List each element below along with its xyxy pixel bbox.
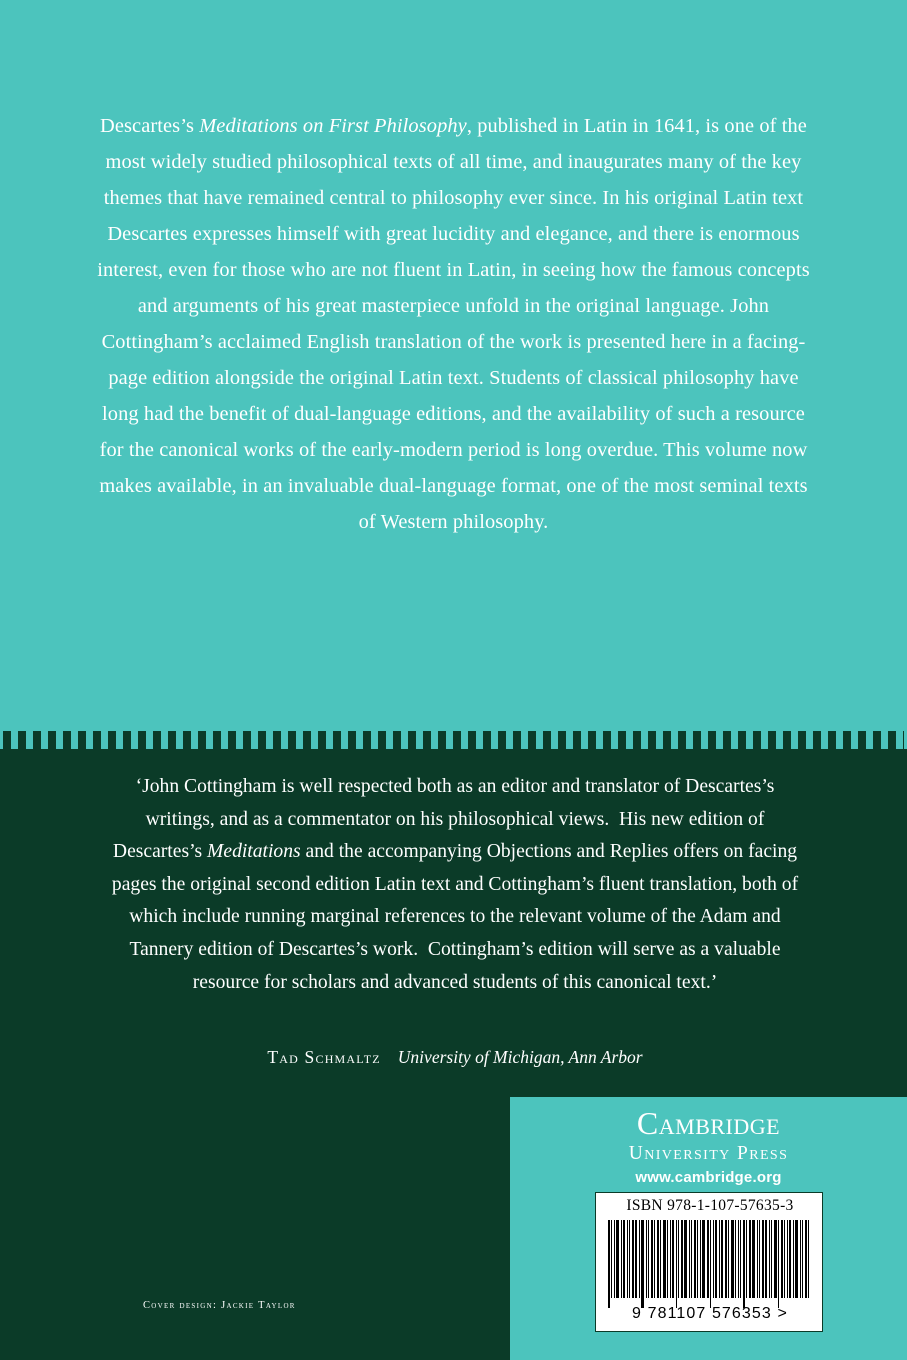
publisher-block: [510, 1097, 907, 1360]
isbn-digits: [596, 1305, 824, 1323]
publisher-name-line2: University Press: [628, 1143, 789, 1164]
blurb-text: Descartes’s Meditations on First Philosophy, published in Latin in 1641, is one of the most widely studied philosophical texts of all time, and inaugurates many of the key themes that have remained central to philosophy ever since. In his original Latin text Descartes expresses himself with great lucidity and elegance, and there is enormous interest, even for those who are not fluent in Latin, in seeing how the famous concepts and arguments of his great masterpiece unfold in the original language. John Cottingham’s acclaimed English translation of the work is presented here in a facing-page edition alongside the original Latin text. Students of classical philosophy have long had the benefit of dual-language editions, and the availability of such a resource for the canonical works of the early-modern period is long overdue. This volume now makes available, in an invaluable dual-language format, one of the most seminal texts of Western philosophy.: [97, 115, 810, 533]
publisher-logo: [510, 1105, 907, 1189]
publisher-name-line1: Cambridge: [636, 1105, 781, 1141]
review-quote: ‘John Cottingham is well respected both as an editor and translator of Descartes’s writings, and as a commentator on his philosophical views. His new edition of Descartes’s Meditations and the accompanying Objections and Replies offers on facing pages the original second edition Latin text and Cottingham’s fluent translation, both of which include running marginal references to the relevant volume of the Adam and Tannery edition of Descartes’s work. Cottingham’s edition will serve as a valuable resource for scholars and advanced students of this canonical text.’: [111, 776, 799, 993]
barcode-graphic: [608, 1220, 812, 1298]
isbn-label: ISBN 978-1-107-57635-3: [626, 1197, 794, 1214]
reviewer-attribution: [100, 1047, 810, 1068]
reviewer-name: Tad Schmaltz: [267, 1047, 381, 1067]
isbn-digits-text: 9 781107 576353: [632, 1305, 772, 1322]
cover-design-credit: Cover design: Jackie Taylor: [143, 1300, 296, 1311]
isbn-bracket: >: [777, 1305, 788, 1322]
publisher-website: www.cambridge.org: [635, 1169, 782, 1186]
reviewer-affiliation: University of Michigan, Ann Arbor: [397, 1047, 643, 1067]
isbn-barcode-box: [595, 1192, 823, 1332]
